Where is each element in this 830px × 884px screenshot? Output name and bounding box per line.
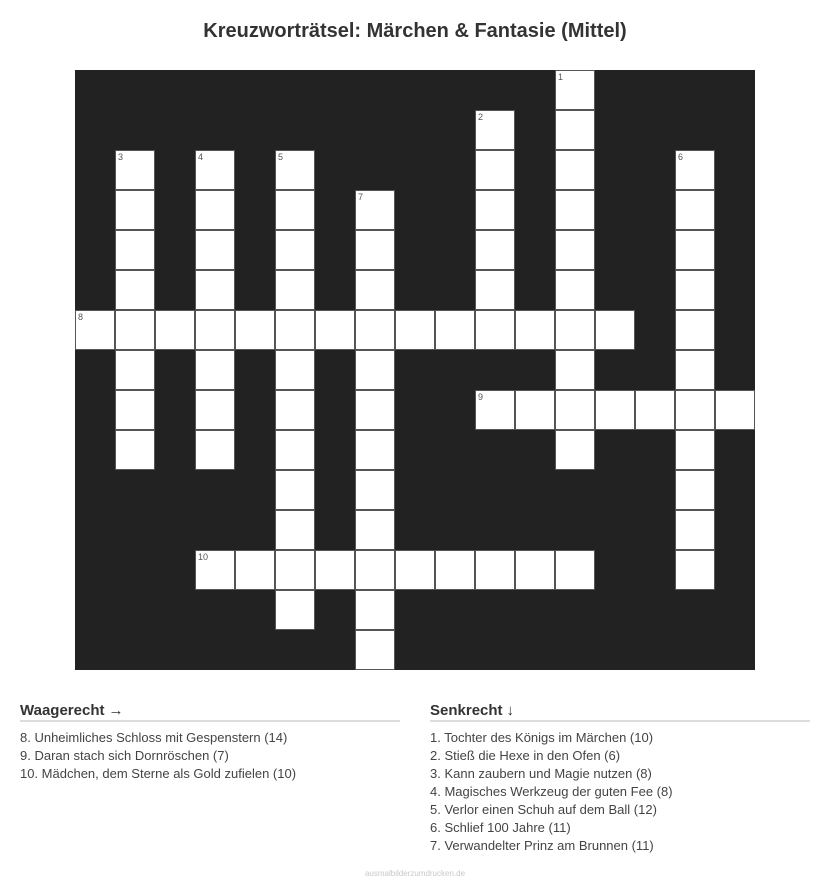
grid-cell[interactable] [195, 150, 235, 190]
grid-cell[interactable] [675, 550, 715, 590]
grid-cell[interactable] [115, 350, 155, 390]
down-clue: 7. Verwandelter Prinz am Brunnen (11) [430, 838, 654, 853]
grid-cell[interactable] [595, 310, 635, 350]
arrow-right-icon: → [108, 702, 124, 719]
grid-cell[interactable] [675, 390, 715, 430]
grid-cell[interactable] [555, 150, 595, 190]
page-title: Kreuzworträtsel: Märchen & Fantasie (Mittel) [203, 20, 627, 42]
grid-cell[interactable] [275, 310, 315, 350]
grid-cell[interactable] [235, 310, 275, 350]
down-clues-section [430, 702, 810, 855]
grid-cell[interactable] [115, 430, 155, 470]
grid-cell[interactable] [195, 350, 235, 390]
grid-cell[interactable] [275, 550, 315, 590]
grid-cell[interactable] [555, 110, 595, 150]
cell-number: 4 [198, 152, 204, 162]
arrow-down-icon: ↓ [506, 702, 515, 719]
grid-cell[interactable] [595, 390, 635, 430]
grid-cell[interactable] [555, 390, 595, 430]
grid-cell[interactable] [475, 150, 515, 190]
grid-cell[interactable] [555, 230, 595, 270]
down-clue: 5. Verlor einen Schuh auf dem Ball (12) [430, 802, 657, 817]
grid-cell[interactable] [355, 590, 395, 630]
grid-cell[interactable] [195, 430, 235, 470]
grid-cell[interactable] [355, 630, 395, 670]
grid-cell[interactable] [115, 230, 155, 270]
cell-number: 6 [678, 152, 684, 162]
grid-cell[interactable] [315, 310, 355, 350]
grid-cell[interactable] [395, 310, 435, 350]
grid-cell[interactable] [675, 430, 715, 470]
cell-number: 1 [558, 72, 564, 82]
down-clue: 6. Schlief 100 Jahre (11) [430, 820, 571, 835]
grid-cell[interactable] [355, 430, 395, 470]
across-heading-label: Waagerecht [20, 702, 105, 719]
grid-cell[interactable] [555, 550, 595, 590]
grid-cell[interactable] [275, 230, 315, 270]
grid-cell[interactable] [355, 310, 395, 350]
across-clue: 8. Unheimliches Schloss mit Gespenstern (14) [20, 730, 288, 745]
grid-cell[interactable] [355, 510, 395, 550]
grid-cell[interactable] [475, 310, 515, 350]
grid-cell[interactable] [675, 230, 715, 270]
down-clue: 4. Magisches Werkzeug der guten Fee (8) [430, 784, 673, 799]
grid-cell[interactable] [115, 310, 155, 350]
down-heading-label: Senkrecht [430, 702, 503, 719]
grid-cell[interactable] [675, 270, 715, 310]
grid-cell[interactable] [355, 470, 395, 510]
across-heading [20, 702, 400, 722]
grid-cell[interactable] [355, 550, 395, 590]
grid-cell[interactable] [515, 550, 555, 590]
grid-cell[interactable] [355, 230, 395, 270]
down-clue: 2. Stieß die Hexe in den Ofen (6) [430, 748, 621, 763]
grid-cell[interactable] [275, 510, 315, 550]
grid-cell[interactable] [275, 150, 315, 190]
grid-cell[interactable] [675, 190, 715, 230]
cell-number: 7 [358, 192, 364, 202]
grid-cell[interactable] [195, 550, 235, 590]
grid-cell[interactable] [115, 390, 155, 430]
grid-cell[interactable] [475, 190, 515, 230]
grid-cell[interactable] [555, 270, 595, 310]
grid-cell[interactable] [515, 390, 555, 430]
grid-cell[interactable] [475, 550, 515, 590]
grid-cell[interactable] [195, 390, 235, 430]
grid-cell[interactable] [555, 310, 595, 350]
grid-cell[interactable] [515, 310, 555, 350]
cell-number: 10 [198, 552, 209, 562]
cell-number: 8 [78, 312, 84, 322]
grid-cell[interactable] [275, 190, 315, 230]
down-heading [430, 702, 810, 722]
grid-cell[interactable] [555, 430, 595, 470]
grid-cell[interactable] [115, 150, 155, 190]
cell-number: 3 [118, 152, 124, 162]
grid-cell[interactable] [155, 310, 195, 350]
grid-cell[interactable] [195, 190, 235, 230]
across-clues-section [20, 702, 400, 783]
grid-cell[interactable] [195, 270, 235, 310]
grid-cell[interactable] [555, 70, 595, 110]
grid-cell[interactable] [355, 390, 395, 430]
grid-cell[interactable] [395, 550, 435, 590]
grid-cell[interactable] [555, 350, 595, 390]
grid-cell[interactable] [275, 350, 315, 390]
grid-cell[interactable] [275, 470, 315, 510]
grid-cell[interactable] [675, 470, 715, 510]
grid-cell[interactable] [195, 310, 235, 350]
grid-cell[interactable] [355, 190, 395, 230]
grid-cell[interactable] [475, 390, 515, 430]
grid-cell[interactable] [475, 270, 515, 310]
across-clue: 9. Daran stach sich Dornröschen (7) [20, 748, 229, 763]
crossword-grid [75, 70, 755, 670]
grid-cell[interactable] [555, 190, 595, 230]
grid-cell[interactable] [115, 190, 155, 230]
grid-cell[interactable] [435, 310, 475, 350]
grid-cell[interactable] [315, 550, 355, 590]
grid-cell[interactable] [715, 390, 755, 430]
grid-cell[interactable] [275, 430, 315, 470]
grid-cell[interactable] [75, 310, 115, 350]
grid-cell[interactable] [355, 350, 395, 390]
grid-cell[interactable] [675, 350, 715, 390]
cell-number: 2 [478, 112, 484, 122]
grid-cell[interactable] [475, 230, 515, 270]
down-clue: 1. Tochter des Königs im Märchen (10) [430, 730, 654, 745]
grid-cell[interactable] [435, 550, 475, 590]
grid-cell[interactable] [275, 590, 315, 630]
footer-credit: ausmalbilderzumdrucken.de [364, 869, 466, 878]
grid-cell[interactable] [475, 110, 515, 150]
grid-cell[interactable] [635, 390, 675, 430]
grid-cell[interactable] [355, 270, 395, 310]
grid-cell[interactable] [675, 150, 715, 190]
grid-cell[interactable] [115, 270, 155, 310]
across-clue-list [20, 729, 400, 783]
down-clue-list [430, 729, 810, 855]
cell-number: 9 [478, 392, 484, 402]
grid-cell[interactable] [195, 230, 235, 270]
cell-number: 5 [278, 152, 284, 162]
grid-cell[interactable] [275, 270, 315, 310]
across-clue: 10. Mädchen, dem Sterne als Gold zufielen (10) [20, 766, 297, 781]
grid-cell[interactable] [275, 390, 315, 430]
down-clue: 3. Kann zaubern und Magie nutzen (8) [430, 766, 652, 781]
grid-cell[interactable] [675, 510, 715, 550]
grid-cell[interactable] [675, 310, 715, 350]
grid-cell[interactable] [235, 550, 275, 590]
